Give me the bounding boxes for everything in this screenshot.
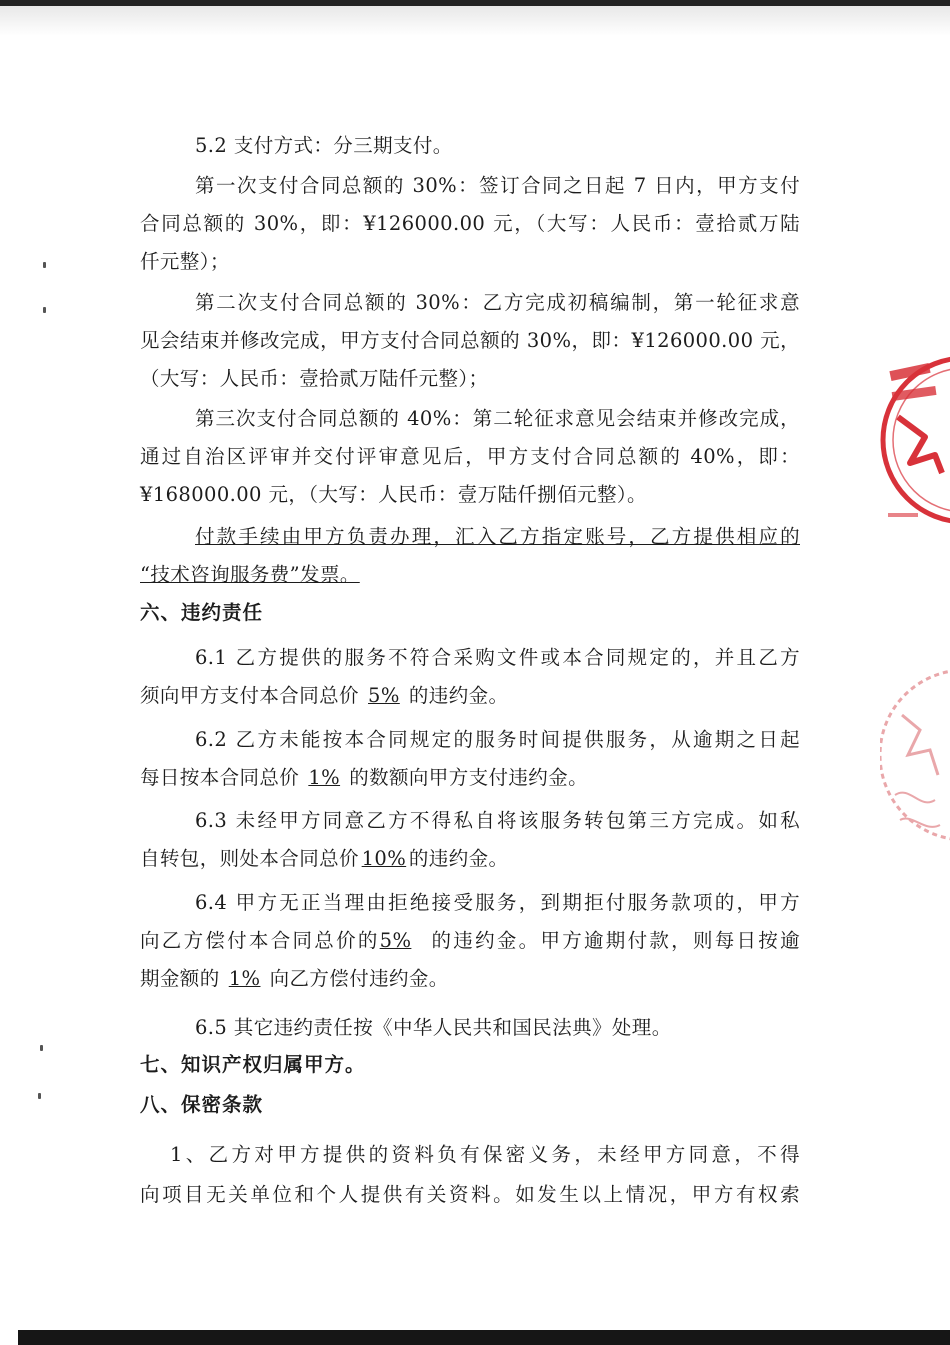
- penalty-rate-blank: 1%: [228, 967, 261, 990]
- clause-5-2-p3-l1: 第三次支付合同总额的 40%：第二轮征求意见会结束并修改完成，: [195, 407, 800, 430]
- penalty-rate-blank: 1%: [308, 766, 341, 789]
- clause-6-3-l2: 自转包，则处本合同总价 10% 的违约金。: [140, 847, 509, 870]
- clause-6-3-l1: 6.3 未经甲方同意乙方不得私自将该服务转包第三方完成。如私: [195, 809, 800, 832]
- clause-6-4-l1: 6.4 甲方无正当理由拒绝接受服务，到期拒付服务款项的，甲方: [195, 891, 800, 914]
- clause-5-2-p1-l3: 仟元整）；: [140, 250, 230, 273]
- clause-5-2-title: 5.2 支付方式：分三期支付。: [195, 134, 453, 157]
- clause-6-4-l2: 向乙方偿付本合同总价的5% 的违约金。甲方逾期付款，则每日按逾: [140, 929, 800, 952]
- clause-5-2-p4-l1: 付款手续由甲方负责办理，汇入乙方指定账号，乙方提供相应的: [195, 525, 800, 548]
- binding-hole-mark: [38, 1093, 41, 1099]
- penalty-rate-blank: 10%: [361, 847, 407, 870]
- clause-5-2-p1-l2: 合同总额的 30%，即：¥126000.00 元，（大写：人民币：壹拾贰万陆: [140, 212, 800, 235]
- faint-seal-impression: [880, 655, 950, 855]
- clause-6-2-l1: 6.2 乙方未能按本合同规定的服务时间提供服务，从逾期之日起: [195, 728, 800, 751]
- binding-hole-mark: [43, 307, 46, 313]
- section-8-heading: 八、保密条款: [140, 1093, 264, 1116]
- clause-6-1-l2: 须向甲方支付本合同总价 5% 的违约金。: [140, 684, 509, 707]
- scan-bottom-edge: [18, 1330, 950, 1345]
- clause-6-4-l3: 期金额的 1% 向乙方偿付违约金。: [140, 967, 449, 990]
- section-7-heading: 七、知识产权归属甲方。: [140, 1053, 366, 1076]
- clause-5-2-p1-l1: 第一次支付合同总额的 30%：签订合同之日起 7 日内，甲方支付: [195, 174, 800, 197]
- clause-6-1-l1: 6.1 乙方提供的服务不符合采购文件或本合同规定的，并且乙方: [195, 646, 800, 669]
- penalty-rate-blank: 5%: [368, 684, 400, 707]
- clause-8-1-l2: 向项目无关单位和个人提供有关资料。如发生以上情况，甲方有权索: [140, 1183, 800, 1206]
- clause-5-2-p3-l3: ¥168000.00 元，（大写：人民币：壹万陆仟捌佰元整）。: [140, 483, 647, 506]
- clause-5-2-p2-l3: （大写：人民币：壹拾贰万陆仟元整）；: [140, 367, 489, 390]
- official-seal-stamp: [880, 345, 950, 535]
- penalty-rate-blank: 5%: [379, 929, 412, 952]
- section-6-heading: 六、违约责任: [140, 601, 264, 624]
- clause-8-1-l1: 1、乙方对甲方提供的资料负有保密义务，未经甲方同意，不得: [170, 1143, 800, 1166]
- clause-5-2-p4-l2: “技术咨询服务费”发票。: [140, 563, 360, 586]
- clause-5-2-p2-l1: 第二次支付合同总额的 30%：乙方完成初稿编制，第一轮征求意: [195, 291, 800, 314]
- binding-hole-mark: [43, 262, 46, 268]
- clause-5-2-p3-l2: 通过自治区评审并交付评审意见后，甲方支付合同总额的 40%，即：: [140, 445, 800, 468]
- clause-6-5: 6.5 其它违约责任按《中华人民共和国民法典》处理。: [195, 1016, 672, 1039]
- clause-5-2-p2-l2: 见会结束并修改完成，甲方支付合同总额的 30%，即：¥126000.00 元，: [140, 329, 800, 352]
- binding-hole-mark: [40, 1045, 43, 1051]
- scan-top-shadow: [0, 6, 950, 36]
- clause-6-2-l2: 每日按本合同总价 1% 的数额向甲方支付违约金。: [140, 766, 589, 789]
